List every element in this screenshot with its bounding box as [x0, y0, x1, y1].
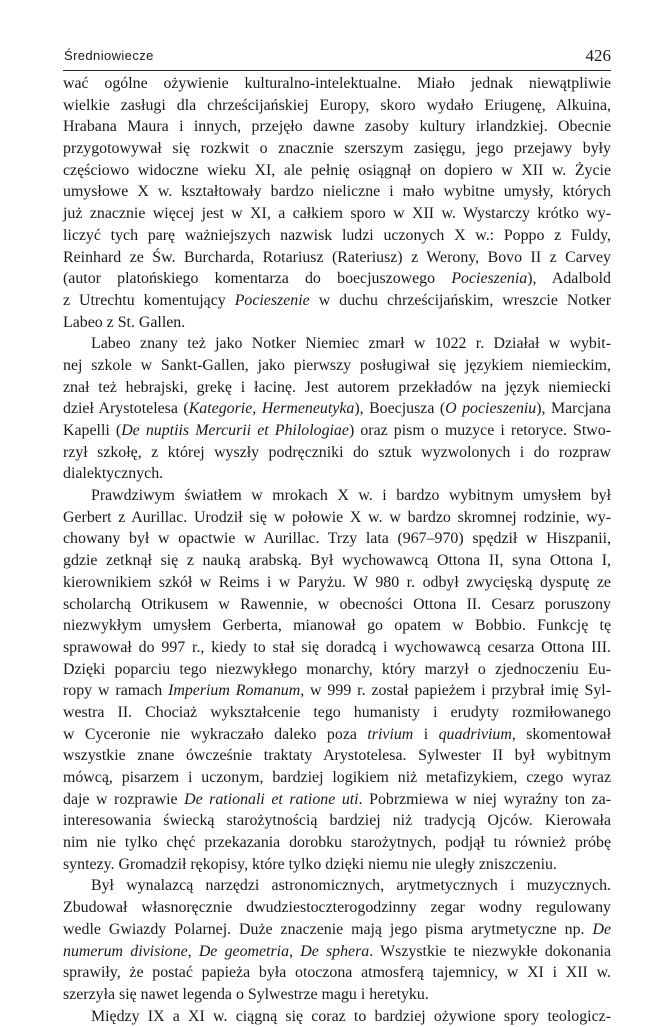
text-line — [63, 875, 611, 897]
text-run: interesowania świecką starożytnością bardziej niż tradycją Ojców. Kierowała — [63, 812, 611, 830]
text-run: rzył szkołę, z której wyszły podręczniki do sztuk wyzwolonych i do rozpraw — [63, 443, 611, 461]
page-number: 426 — [585, 46, 611, 65]
text-run: Dzięki poparciu tego niezwykłego monarchy, który marzył o zjednoczeniu Eu- — [63, 660, 611, 678]
text-line — [63, 550, 611, 572]
text-run: Hrabana Maura i innych, przejęło dawne zasoby kultury irlandzkiej. Obecnie — [63, 118, 611, 136]
text-line — [63, 442, 611, 464]
italic-title: Kategorie, Hermeneutyka — [188, 400, 355, 418]
text-run: wać ogólne ożywienie kulturalno-intelektualne. Miało jednak niewątpliwie — [63, 75, 611, 92]
text-run: nej szkole w Sankt-Gallen, jako pierwszy posługiwał się językiem niemieckim, — [63, 356, 611, 374]
italic-title: Pocieszenia — [451, 270, 528, 288]
text-line — [63, 377, 611, 399]
text-line — [63, 420, 611, 442]
text-run: i — [413, 725, 439, 743]
text-run: Prawdziwym światłem w mrokach X w. i bardzo wybitnym umysłem był — [91, 487, 611, 505]
text-line — [63, 897, 611, 919]
text-line — [63, 247, 611, 269]
text-run: nim nie tylko chęć przekazania dorobku starożytnych, podjął tu również próbę — [63, 834, 611, 852]
text-line — [63, 160, 611, 182]
text-line — [63, 225, 611, 247]
text-line — [63, 528, 611, 550]
page-header — [63, 44, 611, 71]
text-line — [63, 854, 611, 876]
italic-title: numerum divisione, De geometria, De sphera — [63, 942, 370, 960]
italic-title: De rationali et ratione uti — [184, 790, 359, 808]
text-run: szerzyła się nawet legenda o Sylwestrze magu i heretyku. — [63, 985, 429, 1003]
text-run: ), Marcjana — [536, 400, 611, 418]
text-line — [63, 203, 611, 225]
text-line — [63, 507, 611, 529]
text-run: mówcą, pisarzem i uczonym, bardziej logikiem niż metafizykiem, czego wyraz — [63, 769, 611, 786]
text-line — [63, 767, 611, 789]
text-run: wedle Gwiazdy Polarnej. Duże znaczenie mają jego pisma arytmetyczne np. — [63, 920, 593, 938]
text-run: niezwykłym umysłem Gerberta, mianował go opatem w Bobbio. Funkcję tę — [63, 617, 611, 635]
italic-title: quadrivium — [438, 725, 512, 743]
text-run: Labeo znany też jako Notker Niemiec zmarł w 1022 r. Działał w wybit- — [91, 335, 611, 353]
text-line — [63, 312, 611, 334]
text-line — [63, 659, 611, 681]
text-line — [63, 594, 611, 616]
text-run: scholarchą Otrikusem w Rawennie, w obecności Ottona II. Cesarz poruszony — [63, 595, 611, 613]
text-run: . Pobrzmiewa w niej wyraźny ton za- — [358, 790, 611, 808]
text-run: Między IX a XI w. ciągną się coraz to bardziej ożywione spory teologicz- — [91, 1007, 611, 1025]
text-run: częściowo widoczne wieku XI, ale pełnię osiągnął on dopiero w XII w. Życie — [63, 161, 611, 179]
text-line — [63, 919, 611, 941]
italic-title: trivium — [367, 725, 414, 743]
text-line — [63, 95, 611, 117]
text-run: Reinhard ze Św. Burcharda, Rotariusz (Rateriusz) z Werony, Bovo II z Carvey — [63, 248, 611, 266]
text-run: syntezy. Gromadził rękopisy, które tylko dzięki niemu nie uległy zniszczeniu. — [63, 855, 557, 873]
italic-title: O pocieszeniu — [445, 400, 537, 418]
text-line — [63, 637, 611, 659]
text-run: przygotowywał się rozkwit o znacznie szerszym zasięgu, jego przejawy były — [63, 140, 611, 158]
text-run: dzieł Arystotelesa ( — [63, 400, 189, 418]
text-run: gdzie zetknął się z nauką arabską. Był wychowawcą Ottona II, syna Ottona I, — [63, 552, 611, 570]
text-line — [63, 398, 611, 420]
text-line — [63, 680, 611, 702]
text-line — [63, 832, 611, 854]
text-line — [63, 333, 611, 355]
text-run: . Wszystkie te niezwykłe dokonania — [369, 942, 612, 960]
italic-title: Pocieszenie — [234, 291, 310, 309]
text-line — [63, 941, 611, 963]
text-line — [63, 290, 611, 312]
text-line — [63, 810, 611, 832]
running-head: Średniowiecze — [64, 48, 154, 63]
body-text — [63, 73, 611, 1027]
text-run: ) oraz pism o muzyce i retoryce. Stwo- — [348, 422, 611, 439]
text-line — [63, 724, 611, 746]
text-run: wielkie zasługi dla chrześcijańskiej Europy, skoro wydało Eriugenę, Alkuina, — [63, 96, 611, 114]
text-run: westra II. Chociaż wykształcenie tego humanisty i erudyty rozmiłowanego — [63, 703, 611, 721]
text-run: liczyć tych parę ważniejszych nazwisk ludzi uczonych X w.: Poppo z Fuldy, — [63, 226, 611, 244]
text-run: , skomentował — [511, 725, 611, 743]
text-line — [63, 745, 611, 767]
text-line — [63, 181, 611, 203]
text-run: już znacznie więcej jest w XI, a całkiem sporo w XII w. Wystarczy krótko wy- — [63, 205, 611, 223]
text-run: znał też hebrajski, grekę i łacinę. Jest autorem przekładów na język niemiecki — [63, 378, 611, 396]
text-run: w duchu chrześcijańskim, wreszcie Notker — [309, 291, 611, 309]
text-line — [63, 572, 611, 594]
text-run: z Utrechtu komentujący — [63, 291, 235, 309]
text-line — [63, 355, 611, 377]
text-line — [63, 962, 611, 984]
text-line — [63, 73, 611, 95]
text-line — [63, 268, 611, 290]
text-line — [63, 615, 611, 637]
italic-title: De — [592, 920, 611, 938]
text-run: Gerbert z Aurillac. Urodził się w połowie X w. w bardzo skromnej rodzinie, wy- — [63, 508, 611, 526]
text-run: w Cyceronie nie wykraczało daleko poza — [63, 725, 368, 743]
text-run: dialektycznych. — [63, 465, 164, 483]
italic-title: Imperium Romanum — [168, 682, 301, 700]
text-run: Zbudował własnoręcznie dwudziestoczterogodzinny zegar wodny regulowany — [63, 899, 611, 917]
text-line — [63, 485, 611, 507]
text-run: (autor platońskiego komentarza do boecjuszowego — [63, 270, 452, 288]
text-run: Labeo z St. Gallen. — [63, 313, 186, 331]
text-run: ropy w ramach — [63, 682, 169, 700]
italic-title: De nuptiis Mercurii et Philologiae — [121, 422, 349, 439]
text-run: chowany był w opactwie w Aurillac. Trzy lata (967–970) spędził w Hiszpanii, — [63, 530, 611, 548]
text-run: umysłowe X w. kształtowały bardzo nieliczne i mało wybitne umysły, których — [63, 183, 611, 201]
text-run: wszystkie znane ówcześnie traktaty Arystotelesa. Sylwester II był wybitnym — [63, 747, 611, 765]
text-run: sprawował do 997 r., kiedy to stał się doradcą i wychowawcą cesarza Ottona III. — [63, 638, 611, 656]
text-run: , w 999 r. został papieżem i przybrał imię Syl- — [300, 682, 611, 700]
text-run: daje w rozprawie — [63, 790, 185, 808]
text-run: ), Boecjusza ( — [354, 400, 446, 418]
text-line — [63, 463, 611, 485]
text-run: Był wynalazcą narzędzi astronomicznych, arytmetycznych i muzycznych. — [91, 877, 611, 895]
text-run: ), Adalbold — [527, 270, 612, 288]
text-line — [63, 116, 611, 138]
text-line — [63, 702, 611, 724]
text-run: kierownikiem szkół w Reims i w Paryżu. W 980 r. odbył zwycięską dysputę ze — [63, 573, 611, 591]
text-run: Kapelli ( — [63, 422, 122, 439]
text-line — [63, 984, 611, 1006]
text-line — [63, 138, 611, 160]
text-line — [63, 789, 611, 811]
text-line — [63, 1006, 611, 1027]
text-run: sprawiły, że postać papieża była otoczona atmosferą tajemnicy, w XI i XII w. — [63, 964, 611, 982]
